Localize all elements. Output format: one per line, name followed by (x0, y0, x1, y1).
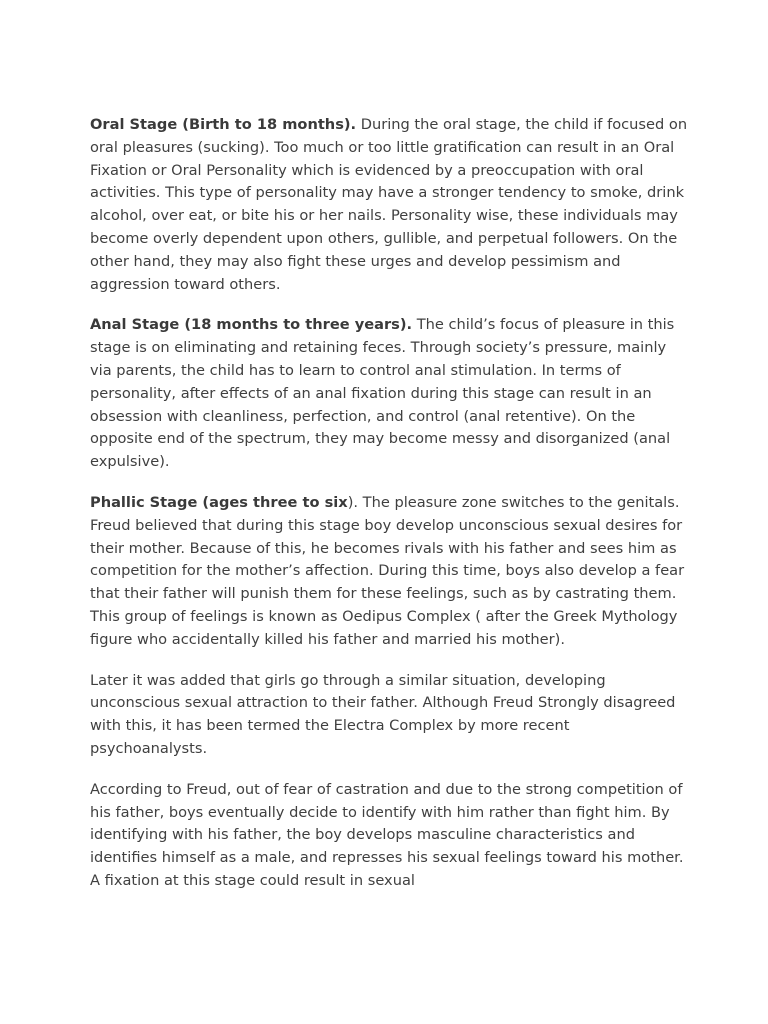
heading-oral-stage: Oral Stage (Birth to 18 months). (90, 116, 357, 133)
text-identification: According to Freud, out of fear of castration and due to the strong competition of his father, boys eventually decide to identify with him rather than fight him. By identifying with his father, the boy develops masculine characteristics and identifies himself as a male, and represses his sexual feelings toward his mother. A fixation at this stage could result in sexual (90, 780, 684, 889)
text-electra-complex: Later it was added that girls go through a similar situation, developing unconscious sexual attraction to their father. Although Freud Strongly disagreed with this, it has been termed the Electra Complex by more recent psychoanalysts. (90, 671, 676, 757)
paragraph-identification (90, 779, 690, 893)
paragraph-phallic-stage (90, 492, 690, 652)
paragraph-electra-complex (90, 670, 690, 761)
heading-anal-stage: Anal Stage (18 months to three years). (90, 316, 413, 334)
text-anal-stage: The child’s focus of pleasure in this stage is on eliminating and retaining feces. Through society’s pressure, mainly via parents, the child has to learn to control anal stimulation. In terms of personality, after effects of an anal fixation during this stage can result in an obsession with cleanliness, perfection, and control (anal retentive). On the opposite end of the spectrum, they may become messy and disorganized (anal expulsive). (90, 316, 675, 471)
heading-phallic-stage: Phallic Stage (ages three to six (90, 493, 348, 511)
document-body (90, 114, 690, 911)
text-oral-stage: During the oral stage, the child if focused on oral pleasures (sucking). Too much or too little gratification can result in an Oral Fixation or Oral Personality which is evidenced by a preoccupation with oral activities. This type of personality may have a stronger tendency to smoke, drink alcohol, over eat, or bite his or her nails. Personality wise, these individuals may become overly dependent upon others, gullible, and perpetual followers. On the other hand, they may also fight these urges and develop pessimism and aggression toward others. (90, 116, 688, 293)
paragraph-anal-stage (90, 314, 690, 474)
paragraph-oral-stage (90, 114, 690, 296)
text-phallic-stage: ). The pleasure zone switches to the genitals. Freud believed that during this stage boy develop unconscious sexual desires for their mother. Because of this, he becomes rivals with his father and sees him as competition for the mother’s affection. During this time, boys also develop a fear that their father will punish them for these feelings, such as by castrating them. This group of feelings is known as Oedipus Complex ( after the Greek Mythology figure who accidentally killed his father and married his mother). (90, 493, 685, 648)
